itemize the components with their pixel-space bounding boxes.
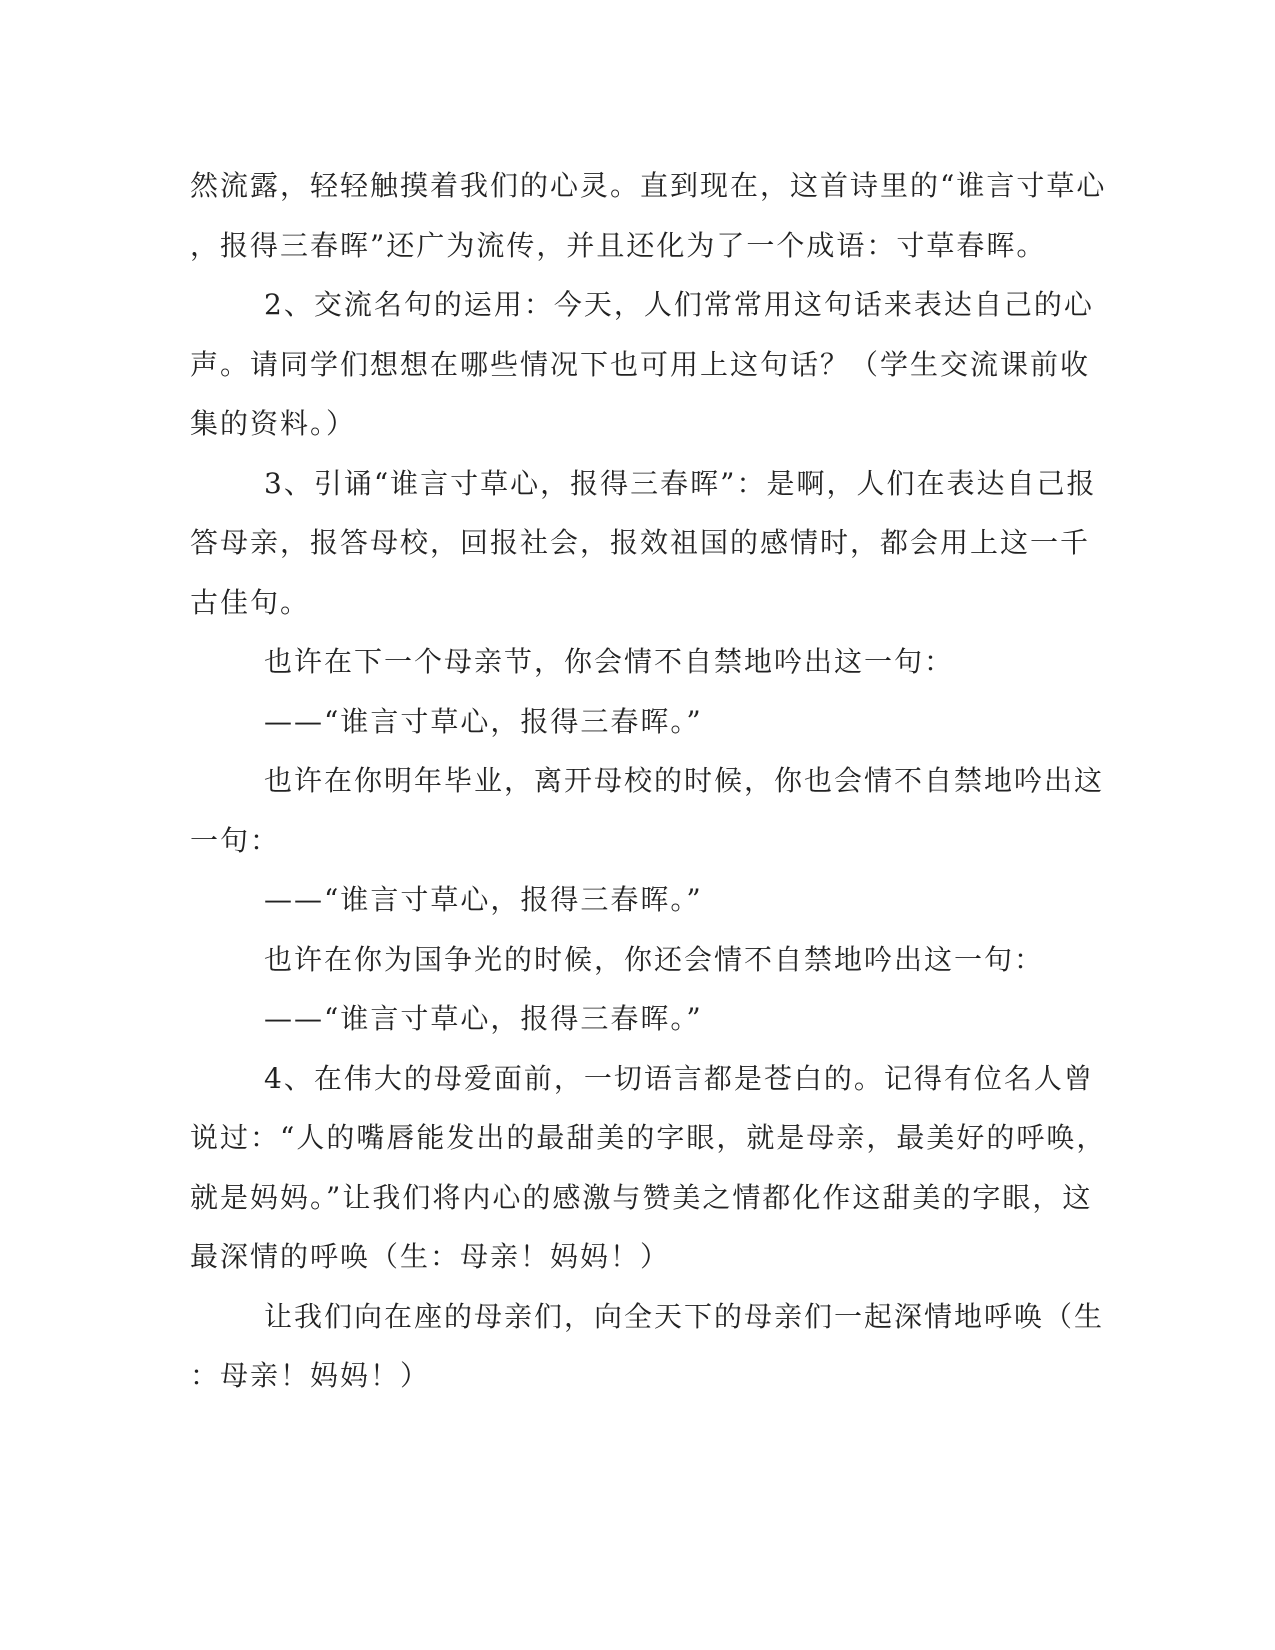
text-line: ——“谁言寸草心，报得三春晖。” xyxy=(264,704,703,738)
text-line: ——“谁言寸草心，报得三春晖。” xyxy=(264,883,703,916)
text-line: 说过：“人的嘴唇能发出的最甜美的字眼，就是母亲，最美好的呼唤， xyxy=(190,1121,1107,1154)
text-line: 让我们向在座的母亲们，向全天下的母亲们一起深情地呼唤（生 xyxy=(264,1299,1105,1333)
text-line: 就是妈妈。”让我们将内心的感激与赞美之情都化作这甜美的字眼，这 xyxy=(190,1180,1093,1214)
text-line: 一句： xyxy=(190,823,281,857)
text-line: 答母亲，报答母校，回报社会，报效祖国的感情时，都会用上这一千 xyxy=(190,526,1091,559)
text-line: 也许在你为国争光的时候，你还会情不自禁地吟出这一句： xyxy=(264,942,1045,976)
text-line: 也许在你明年毕业，离开母校的时候，你也会情不自禁地吟出这 xyxy=(264,764,1105,797)
text-line: 然流露，轻轻触摸着我们的心灵。直到现在，这首诗里的“谁言寸草心 xyxy=(190,169,1107,202)
text-line: ：母亲！妈妈！） xyxy=(190,1359,431,1392)
text-line: 2、交流名句的运用：今天，人们常常用这句话来表达自己的心 xyxy=(264,288,1094,321)
text-line: 4、在伟大的母爱面前，一切语言都是苍白的。记得有位名人曾 xyxy=(264,1061,1094,1095)
text-line: 声。请同学们想想在哪些情况下也可用上这句话？（学生交流课前收 xyxy=(190,347,1091,381)
text-line: 集的资料。） xyxy=(190,407,357,440)
text-line: 也许在下一个母亲节，你会情不自禁地吟出这一句： xyxy=(264,645,955,678)
text-line: ，报得三春晖”还广为流传，并且还化为了一个成语：寸草春晖。 xyxy=(190,228,1047,262)
text-line: 3、引诵“谁言寸草心，报得三春晖”：是啊，人们在表达自己报 xyxy=(264,466,1097,500)
text-line: 最深情的呼唤（生：母亲！妈妈！） xyxy=(190,1240,671,1273)
document-body xyxy=(190,156,1107,1406)
text-line: 古佳句。 xyxy=(190,585,311,619)
text-line: ——“谁言寸草心，报得三春晖。” xyxy=(264,1002,703,1035)
